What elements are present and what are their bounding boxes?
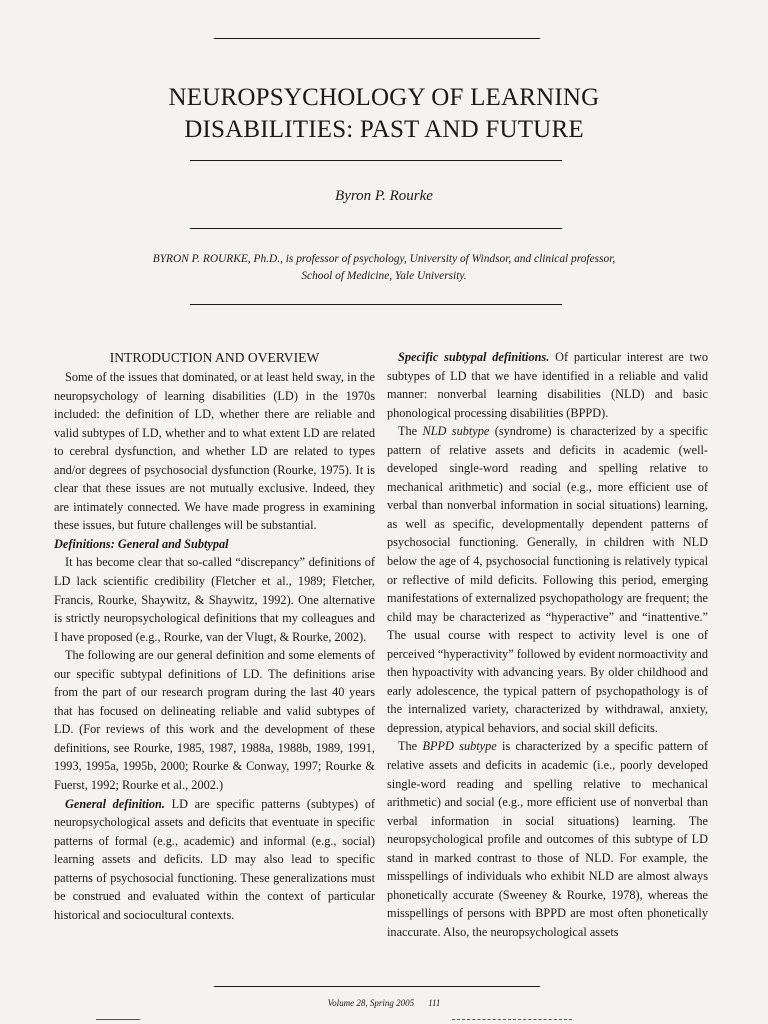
- footer-rule: [214, 986, 540, 987]
- bppd-subtype-term: BPPD subtype: [422, 739, 497, 754]
- run-in-head-general: General definition.: [65, 796, 165, 811]
- nld-subtype-term: NLD subtype: [422, 424, 490, 439]
- affiliation-rule: [190, 304, 562, 305]
- run-in-head-specific: Specific subtypal definitions.: [398, 350, 550, 364]
- nld-subtype-text: (syndrome) is characterized by a specific pattern of relative assets and deficits in academic (well-developed single-word reading and spelling relative to mechanical arithmetic) and social (e.g., more efficient use of verbal than nonverbal information in social situations) learning, as well as specific, developmentally dependent patterns of psychosocial functioning. Generally, in children with NLD below the age of 4, psychosocial functioning is relatively typical or reflective of mild deficits. Following this period, emerging manifestations of externalized psychopathology are frequent; the child may be characterized as “hyperactive” and “inattentive.” The usual course with respect to activity level is one of perceived “hyperactivity” followed by evident normoactivity and then hypoactivity with advancing years. By older childhood and early adolescence, the typical pattern of psychopathology is of the internalized variety, characterized by withdrawal, anxiety, depression, atypical behaviors, and social skill deficits.: [387, 424, 708, 735]
- section-heading-introduction: INTRODUCTION AND OVERVIEW: [109, 350, 320, 365]
- author-name: Byron P. Rourke: [335, 188, 433, 204]
- title-rule: [190, 160, 562, 161]
- scan-mark-right: [452, 1019, 572, 1020]
- top-rule: [214, 38, 540, 39]
- footer-volume: Volume 28, Spring 2005: [327, 998, 415, 1008]
- title-line-1: NEUROPSYCHOLOGY OF LEARNING: [168, 84, 600, 111]
- author-affiliation: [105, 251, 663, 285]
- affiliation-line-1: BYRON P. ROURKE, Ph.D., is professor of psychology, University of Windsor, and clinical professor,: [152, 253, 616, 265]
- subheading-definitions: Definitions: General and Subtypal: [54, 536, 229, 551]
- specific-subtypal-text: Of particular interest are two subtypes of LD that we have identified in a reliable and valid manner: nonverbal learning disabilities (NLD) and basic phonological processing disabilities (BPPD).: [387, 350, 708, 420]
- general-definition-text: LD are specific patterns (subtypes) of neuropsychological assets and deficits that eventuate in specific patterns of formal (e.g., academic) and informal (e.g., social) learning assets and deficits. LD may also lead to specific patterns of psychosocial functioning. These generalizations must be construed and evaluated within the context of particular historical and sociocultural contexts.: [54, 796, 376, 922]
- paragraph-specific-subtypal: [387, 348, 708, 422]
- author-rule: [190, 228, 562, 229]
- scan-mark-left: [96, 1019, 140, 1020]
- title-line-2: DISABILITIES: PAST AND FUTURE: [184, 116, 584, 143]
- paragraph-intro: Some of the issues that dominated, or at least held sway, in the neuropsychology of learning disabilities (LD) in the 1970s included: the definition of LD, whether there are reliable and valid subtypes of LD, whether and to what extent LD are related to cerebral dysfunction, and whether LD are related to types and/or degrees of psychosocial dysfunction (Rourke, 1975). It is clear that these issues are not mutually exclusive. Indeed, they are intimately connected. We have made progress in examining these issues, but future challenges will be substantial.: [54, 370, 375, 533]
- left-column: [54, 348, 375, 924]
- page-footer: [0, 998, 768, 1008]
- paper-title: [60, 82, 708, 146]
- paragraph-general-definition: [54, 795, 375, 925]
- nld-prefix: The: [398, 424, 423, 439]
- page-number: 111: [428, 998, 441, 1008]
- affiliation-line-2: School of Medicine, Yale University.: [301, 270, 467, 282]
- paragraph-general-definition-intro: The following are our general definition and some elements of our specific subtypal definitions of LD. The definitions arise from the part of our research program during the last 40 years that has focused on delineating reliable and valid subtypes of LD. (For reviews of this work and the development of these definitions, see Rourke, 1985, 1987, 1988a, 1988b, 1989, 1991, 1993, 1995a, 1995b, 2000; Rourke & Conway, 1997; Rourke & Fuerst, 1992; Rourke et al., 2002.): [54, 648, 375, 793]
- paragraph-nld-subtype: [387, 422, 708, 737]
- bppd-subtype-text: is characterized by a specific pattern of relative assets and deficits in academic (i.e., poorly developed single-word reading and spelling relative to mechanical arithmetic) and social (e.g., more efficient use of nonverbal than verbal information in social situations) learning. The neuropsychological profile and outcomes of this subtype of LD stand in marked contrast to those of NLD. For example, the misspellings of individuals who exhibit NLD are almost always phonetically accurate (Sweeney & Rourke, 1978), whereas the misspellings of persons with BPPD are most often phonetically inaccurate. Also, the neuropsychological assets: [387, 739, 708, 939]
- paragraph-discrepancy: It has become clear that so-called “discrepancy” definitions of LD lack scientific credibility (Fletcher et al., 1989; Fletcher, Francis, Rourke, Shaywitz, & Shaywitz, 1992). One alternative is strictly neuropsychological definitions that my colleagues and I have proposed (e.g., Rourke, van der Vlugt, & Rourke, 2002).: [54, 555, 375, 644]
- bppd-prefix: The: [398, 739, 423, 754]
- paragraph-bppd-subtype: [387, 737, 708, 941]
- right-column: [387, 348, 708, 942]
